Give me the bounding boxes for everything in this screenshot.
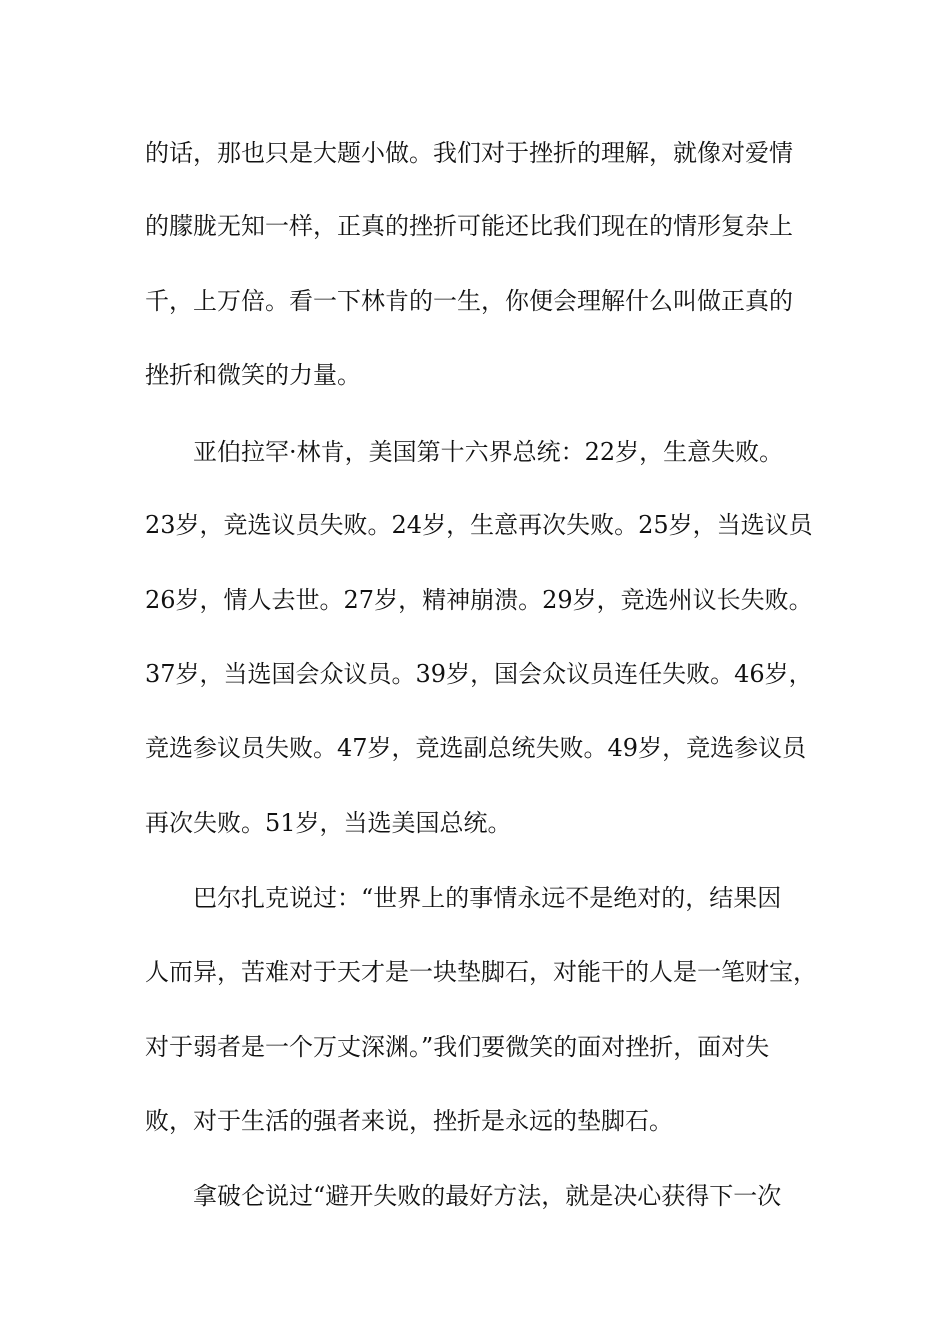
text-line-8: 37岁，当选国会众议员。39岁，国会众议员连任失败。46岁， [145,660,813,688]
text-line-1: 的话，那也只是大题小做。我们对于挫折的理解，就像对爱情 [145,139,793,167]
text-line-4: 挫折和微笑的力量。 [145,361,361,389]
text-line-10: 再次失败。51岁，当选美国总统。 [145,809,512,837]
text-line-2: 的朦胧无知一样，正真的挫折可能还比我们现在的情形复杂上 [145,212,793,240]
text-line-13: 对于弱者是一个万丈深渊。”我们要微笑的面对挫折，面对失 [145,1033,770,1061]
text-line-5: 亚伯拉罕·林肯，美国第十六界总统：22岁，生意失败。 [193,438,784,466]
text-line-3: 千，上万倍。看一下林肯的一生，你便会理解什么叫做正真的 [145,287,793,315]
text-line-12: 人而异，苦难对于天才是一块垫脚石，对能干的人是一笔财宝， [145,958,817,986]
text-line-7: 26岁，情人去世。27岁，精神崩溃。29岁，竞选州议长失败。 [145,586,813,614]
text-line-14: 败，对于生活的强者来说，挫折是永远的垫脚石。 [145,1107,673,1135]
text-line-11: 巴尔扎克说过：“世界上的事情永远不是绝对的，结果因 [193,884,782,912]
text-line-9: 竞选参议员失败。47岁，竞选副总统失败。49岁，竞选参议员 [145,734,807,762]
text-line-15: 拿破仑说过“避开失败的最好方法，就是决心获得下一次 [193,1182,782,1210]
text-line-6: 23岁，竞选议员失败。24岁，生意再次失败。25岁，当选议员 [145,511,813,539]
